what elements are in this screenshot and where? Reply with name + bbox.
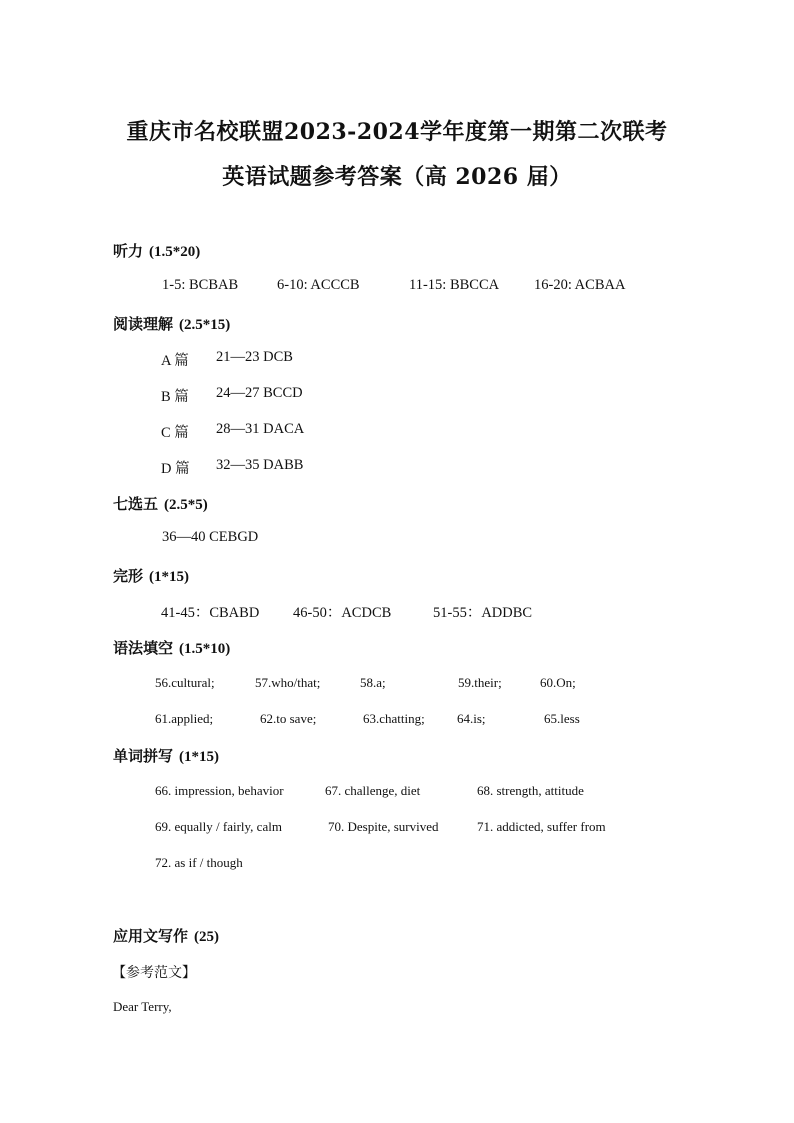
passage-answer: 21—23 DCB: [216, 349, 293, 365]
answer-item: 63.chatting;: [363, 711, 425, 726]
section-heading-reading: [113, 313, 230, 334]
answer-item: 51-55：ADDBC: [433, 605, 533, 621]
section-score: (2.5*5): [164, 497, 208, 513]
document-title: 重庆市名校联盟2023-2024学年度第一期第二次联考: [126, 119, 668, 145]
section-score: (1*15): [149, 569, 190, 585]
answer-item: 61.applied;: [155, 711, 214, 726]
section-heading-grammar: [113, 637, 230, 658]
letter-greeting: Dear Terry,: [113, 999, 172, 1014]
passage-label: A 篇: [161, 353, 189, 369]
answer-item: 16-20: ACBAA: [534, 277, 626, 293]
section-title: 单词拼写: [113, 747, 174, 765]
section-title: 阅读理解: [113, 315, 174, 333]
answer-item: 62.to save;: [260, 711, 317, 726]
section-score: (25): [194, 929, 220, 945]
section-score: (1.5*20): [149, 244, 201, 260]
section-title: 语法填空: [113, 639, 174, 657]
section-title: 七选五: [113, 495, 159, 513]
answer-item: 59.their;: [458, 675, 502, 690]
answer-item: 66. impression, behavior: [155, 783, 284, 798]
passage-answer: 24—27 BCCD: [216, 385, 303, 401]
answer-item: 57.who/that;: [255, 675, 321, 690]
passage-label: B 篇: [161, 389, 189, 405]
passage-label: C 篇: [161, 425, 189, 441]
sample-essay-label: 【参考范文】: [112, 965, 196, 981]
answer-item: 72. as if / though: [155, 855, 243, 870]
section-heading-seven-choose-five: [113, 493, 208, 514]
answer-item: 36—40 CEBGD: [162, 529, 259, 545]
section-title: 应用文写作: [113, 927, 189, 945]
answer-item: 56.cultural;: [155, 675, 215, 690]
answer-item: 58.a;: [360, 675, 386, 690]
passage-label: D 篇: [161, 461, 190, 477]
document-subtitle: 英语试题参考答案（高 2026 届）: [222, 164, 572, 190]
section-heading-writing: [113, 925, 219, 946]
passage-answer: 32—35 DABB: [216, 457, 304, 473]
section-title: 听力: [113, 242, 144, 260]
section-score: (1*15): [179, 749, 220, 765]
section-title: 完形: [113, 567, 144, 585]
passage-answer: 28—31 DACA: [216, 421, 305, 437]
answer-item: 70. Despite, survived: [328, 819, 439, 834]
section-heading-cloze: [113, 565, 189, 586]
answer-item: 6-10: ACCCB: [277, 277, 360, 293]
answer-item: 71. addicted, suffer from: [477, 819, 606, 834]
section-score: (2.5*15): [179, 317, 231, 333]
answer-item: 68. strength, attitude: [477, 783, 584, 798]
answer-item: 65.less: [544, 711, 580, 726]
answer-item: 46-50：ACDCB: [293, 605, 392, 621]
answer-item: 69. equally / fairly, calm: [155, 819, 282, 834]
answer-item: 41-45：CBABD: [161, 605, 260, 621]
answer-item: 67. challenge, diet: [325, 783, 421, 798]
section-heading-spelling: [113, 745, 219, 766]
answer-item: 60.On;: [540, 675, 576, 690]
answer-item: 11-15: BBCCA: [409, 277, 500, 293]
answer-item: 64.is;: [457, 711, 486, 726]
section-score: (1.5*10): [179, 641, 231, 657]
answer-item: 1-5: BCBAB: [162, 277, 239, 293]
section-heading-listening: [113, 240, 200, 261]
